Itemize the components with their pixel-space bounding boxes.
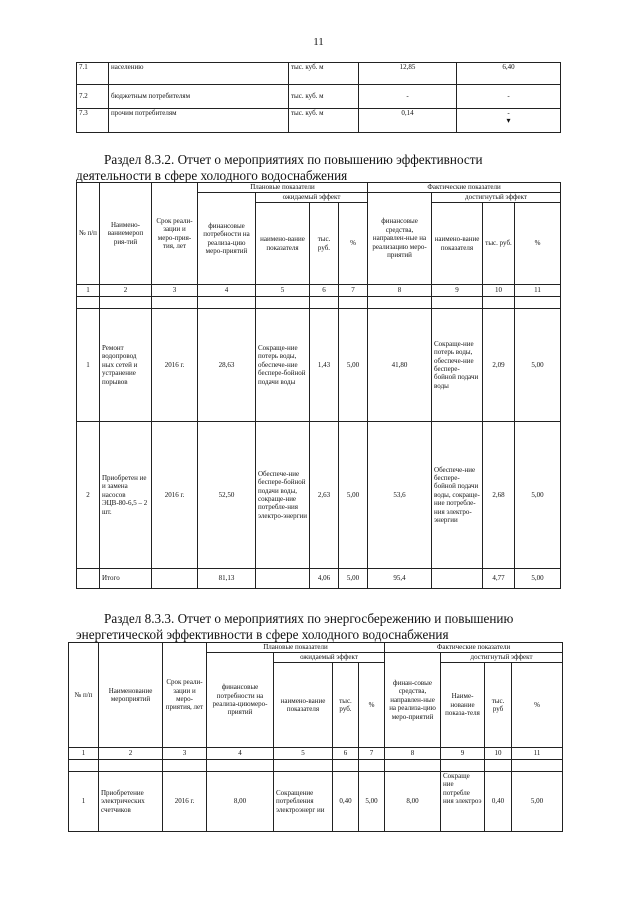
- header-effect-name-fact: Наиме-нование показа-теля: [441, 663, 485, 748]
- row-fin-plan: 28,63: [198, 309, 256, 422]
- row-fin-fact: 8,00: [385, 772, 441, 832]
- row-rub: 2,63: [310, 422, 339, 569]
- row-effect-fact: Сокраще ние потребле ния электроэ: [441, 772, 485, 832]
- row-pct-fact: 5,00: [515, 422, 561, 569]
- section-8-3-2-subtitle: деятельности в сфере холодного водоснабжения: [76, 168, 348, 183]
- header-thous-rub: тыс. руб.: [333, 663, 359, 748]
- col-num: 3: [152, 285, 198, 297]
- col-num: 5: [274, 748, 333, 760]
- header-expected: ожидаемый эффект: [256, 193, 368, 203]
- row-rub: 0,40: [333, 772, 359, 832]
- row-name: прочим потребителям: [109, 109, 289, 133]
- row-unit: тыс. куб. м: [289, 85, 359, 109]
- row-fact-text: -: [507, 109, 510, 117]
- table-row: [69, 772, 563, 832]
- row-plan-value: 0,14: [359, 109, 457, 133]
- column-number-row: [77, 285, 561, 297]
- row-number: 1: [69, 772, 99, 832]
- col-num: 4: [198, 285, 256, 297]
- header-percent: %: [339, 203, 368, 285]
- col-num: 11: [515, 285, 561, 297]
- row-number: 7.2: [77, 85, 109, 109]
- row-number: 1: [77, 309, 100, 422]
- col-num: 9: [441, 748, 485, 760]
- row-term: 2016 г.: [152, 309, 198, 422]
- col-num: 5: [256, 285, 310, 297]
- col-num: 11: [512, 748, 563, 760]
- col-num: 6: [310, 285, 339, 297]
- col-num: 10: [483, 285, 515, 297]
- spacer-row: [69, 760, 563, 772]
- row-pct: 5,00: [339, 309, 368, 422]
- header-thous-rub-fact: тыс. руб.: [483, 203, 515, 285]
- header-row: [69, 643, 563, 653]
- energy-saving-table: [68, 642, 563, 832]
- header-fin-actual: финан-совые средства, направлен-ные на реализа-цию меро-приятий: [385, 653, 441, 748]
- header-name: Наименование мероприятий: [99, 643, 163, 748]
- header-effect-name: наимено-вание показателя: [256, 203, 310, 285]
- row-fin-plan: 52,50: [198, 422, 256, 569]
- col-num: 8: [385, 748, 441, 760]
- row-number: 2: [77, 422, 100, 569]
- row-effect: Сокраще-ние потерь воды, обеспече-ние беспере-бойной подачи воды: [256, 309, 310, 422]
- row-fin-plan: 8,00: [207, 772, 274, 832]
- spacer-row: [77, 297, 561, 309]
- row-name: Ремонт водопровод ных сетей и устранение порывов: [100, 309, 152, 422]
- total-fin-fact: 95,4: [368, 569, 432, 589]
- row-pct: 5,00: [359, 772, 385, 832]
- table-row: [77, 85, 561, 109]
- arrow-mark-icon: ▾: [506, 116, 511, 126]
- table-row: [77, 63, 561, 85]
- col-num: 2: [99, 748, 163, 760]
- row-unit: тыс. куб. м: [289, 63, 359, 85]
- consumption-table: [76, 62, 561, 133]
- total-pct-fact: 5,00: [515, 569, 561, 589]
- page-number: 11: [313, 36, 324, 48]
- header-term: Срок реали-зации и меро-приятия, лет: [163, 643, 207, 748]
- row-effect-fact: Обеспече-ние беспере-бойной подачи воды, сокраще-ние потребле-ния электро-энергии: [432, 422, 483, 569]
- header-actual: Фактические показатели: [385, 643, 563, 653]
- row-pct: 5,00: [339, 422, 368, 569]
- header-effect-name: наимено-вание показателя: [274, 663, 333, 748]
- row-term: 2016 г.: [152, 422, 198, 569]
- col-num: 1: [77, 285, 100, 297]
- total-rub: 4,06: [310, 569, 339, 589]
- header-num: № п/п: [69, 643, 99, 748]
- total-pct: 5,00: [339, 569, 368, 589]
- section-8-3-3-title: Раздел 8.3.3. Отчет о мероприятиях по энергосбережению и повышению: [104, 611, 514, 626]
- row-name: населению: [109, 63, 289, 85]
- col-num: 4: [207, 748, 274, 760]
- col-num: 6: [333, 748, 359, 760]
- header-planned: Плановые показатели: [207, 643, 385, 653]
- header-planned: Плановые показатели: [198, 183, 368, 193]
- header-percent: %: [359, 663, 385, 748]
- row-effect-fact: Сокраще-ние потерь воды, обеспече-ние беспере-бойной подачи воды: [432, 309, 483, 422]
- header-name: Наимено-ваниемероп рия-тий: [100, 183, 152, 285]
- header-achieved: достигнутый эффект: [441, 653, 563, 663]
- row-fin-fact: 41,80: [368, 309, 432, 422]
- header-achieved: достигнутый эффект: [432, 193, 561, 203]
- row-effect: Обеспече-ние беспере-бойной подачи воды, сокраще-ние потребле-ния электро-энергии: [256, 422, 310, 569]
- row-fact-value: 6,40: [457, 63, 561, 85]
- header-effect-name-fact: наимено-вание показателя: [432, 203, 483, 285]
- efficiency-measures-table: [76, 182, 561, 589]
- header-fin-actual: финансовые средства, направлен-ные на реализацию меро-приятий: [368, 193, 432, 285]
- row-unit: тыс. куб. м: [289, 109, 359, 133]
- table-row: [77, 309, 561, 422]
- row-fact-value: [457, 109, 561, 133]
- total-row: [77, 569, 561, 589]
- header-expected: ожидаемый эффект: [274, 653, 385, 663]
- row-rub-fact: 0,40: [485, 772, 512, 832]
- header-thous-rub: тыс. руб.: [310, 203, 339, 285]
- table-row: [77, 109, 561, 133]
- row-effect: Сокращение потребления электроэнерг ии: [274, 772, 333, 832]
- table-row: [77, 422, 561, 569]
- header-actual: Фактические показатели: [368, 183, 561, 193]
- header-num: № п/п: [77, 183, 100, 285]
- header-fin-plan: финансовые потребности на реализа-циюмеро-приятий: [207, 653, 274, 748]
- row-number: 7.3: [77, 109, 109, 133]
- row-name: Приобретен ие и замена насосов ЭЦВ-80-6,5 – 2 шт.: [100, 422, 152, 569]
- header-fin-plan: финансовые потребности на реализа-цию меро-приятий: [198, 193, 256, 285]
- header-thous-rub-fact: тыс. руб: [485, 663, 512, 748]
- col-num: 8: [368, 285, 432, 297]
- col-num: 7: [339, 285, 368, 297]
- row-rub: 1,43: [310, 309, 339, 422]
- row-name: бюджетным потребителям: [109, 85, 289, 109]
- row-term: 2016 г.: [163, 772, 207, 832]
- total-rub-fact: 4,77: [483, 569, 515, 589]
- column-number-row: [69, 748, 563, 760]
- header-percent-fact: %: [515, 203, 561, 285]
- section-8-3-2-title: Раздел 8.3.2. Отчет о мероприятиях по повышению эффективности: [104, 152, 483, 167]
- row-rub-fact: 2,68: [483, 422, 515, 569]
- row-fin-fact: 53,6: [368, 422, 432, 569]
- col-num: 1: [69, 748, 99, 760]
- col-num: 2: [100, 285, 152, 297]
- header-row: [77, 183, 561, 193]
- header-percent-fact: %: [512, 663, 563, 748]
- col-num: 7: [359, 748, 385, 760]
- col-num: 3: [163, 748, 207, 760]
- section-8-3-3-subtitle: энергетической эффективности в сфере холодного водоснабжения: [76, 627, 449, 642]
- total-label: Итого: [100, 569, 152, 589]
- row-pct-fact: 5,00: [512, 772, 563, 832]
- row-fact-value: -: [457, 85, 561, 109]
- row-plan-value: -: [359, 85, 457, 109]
- col-num: 9: [432, 285, 483, 297]
- row-pct-fact: 5,00: [515, 309, 561, 422]
- row-name: Приобретение электрических счетчиков: [99, 772, 163, 832]
- row-plan-value: 12,85: [359, 63, 457, 85]
- total-fin-plan: 81,13: [198, 569, 256, 589]
- header-term: Срок реали-зации и меро-прия-тия, лет: [152, 183, 198, 285]
- col-num: 10: [485, 748, 512, 760]
- row-rub-fact: 2,09: [483, 309, 515, 422]
- row-number: 7.1: [77, 63, 109, 85]
